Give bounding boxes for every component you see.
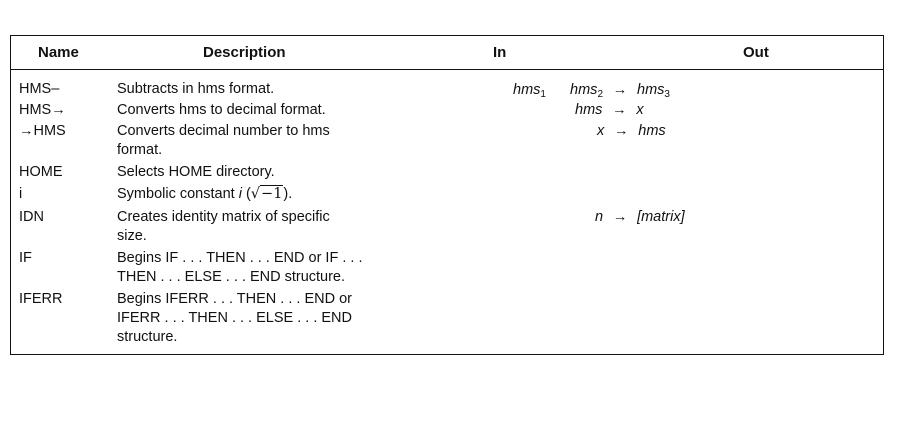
header-out: Out: [743, 44, 769, 61]
sqrt-icon: √: [250, 186, 261, 202]
io-in2: hms: [570, 82, 598, 98]
io-out-sub: 3: [664, 89, 670, 100]
row-name: i: [19, 186, 23, 202]
row-description-line: size.: [117, 228, 147, 244]
io-in1-sub: 1: [540, 89, 546, 100]
io-in1: hms: [513, 82, 541, 98]
row-io: [597, 122, 666, 141]
io-out: hms: [638, 123, 666, 139]
row-name: →HMS: [19, 123, 66, 139]
desc-close: ).: [283, 186, 293, 202]
io-in: x: [597, 123, 605, 139]
row-description-line: IFERR . . . THEN . . . ELSE . . . END: [117, 310, 353, 326]
row-description-line: Converts decimal number to hms: [117, 123, 330, 139]
row-name: IDN: [19, 209, 44, 225]
row-description: Converts hms to decimal format.: [117, 102, 326, 118]
header-name: Name: [38, 44, 79, 61]
row-name: HMS→: [19, 102, 66, 118]
io-in2-sub: 2: [597, 89, 603, 100]
io-out: x: [636, 102, 644, 118]
io-arrow: →: [612, 102, 627, 118]
row-description-line: format.: [117, 142, 163, 158]
io-arrow: →: [614, 123, 629, 139]
row-name: IFERR: [19, 291, 63, 307]
desc-text: Symbolic constant: [117, 186, 239, 202]
row-description: Selects HOME directory.: [117, 164, 275, 180]
io-arrow: →: [612, 209, 628, 225]
desc-radicand: −1: [261, 186, 283, 202]
desc-var: i: [238, 186, 242, 202]
row-io: [575, 101, 644, 120]
row-description-line: Begins IFERR . . . THEN . . . END or: [117, 291, 353, 307]
row-description: Subtracts in hms format.: [117, 81, 275, 97]
row-io: [595, 208, 685, 227]
io-in: hms: [575, 102, 603, 118]
row-name: IF: [19, 250, 32, 266]
command-table: [10, 35, 884, 355]
row-description-line: Creates identity matrix of specific: [117, 209, 330, 225]
header-description: Description: [203, 44, 286, 61]
table-header: [11, 36, 883, 70]
row-description: [117, 185, 292, 204]
desc-open: (: [241, 186, 251, 202]
header-in: In: [493, 44, 507, 61]
row-description-line: Begins IF . . . THEN . . . END or IF . . .: [117, 250, 363, 266]
io-out: hms: [637, 82, 665, 98]
row-name: HMS–: [19, 81, 60, 97]
io-arrow: →: [612, 82, 628, 98]
row-description-line: structure.: [117, 329, 178, 345]
row-description-line: THEN . . . ELSE . . . END structure.: [117, 269, 346, 285]
io-in: n: [595, 209, 604, 225]
row-name: HOME: [19, 164, 63, 180]
io-out: [matrix]: [637, 209, 685, 225]
